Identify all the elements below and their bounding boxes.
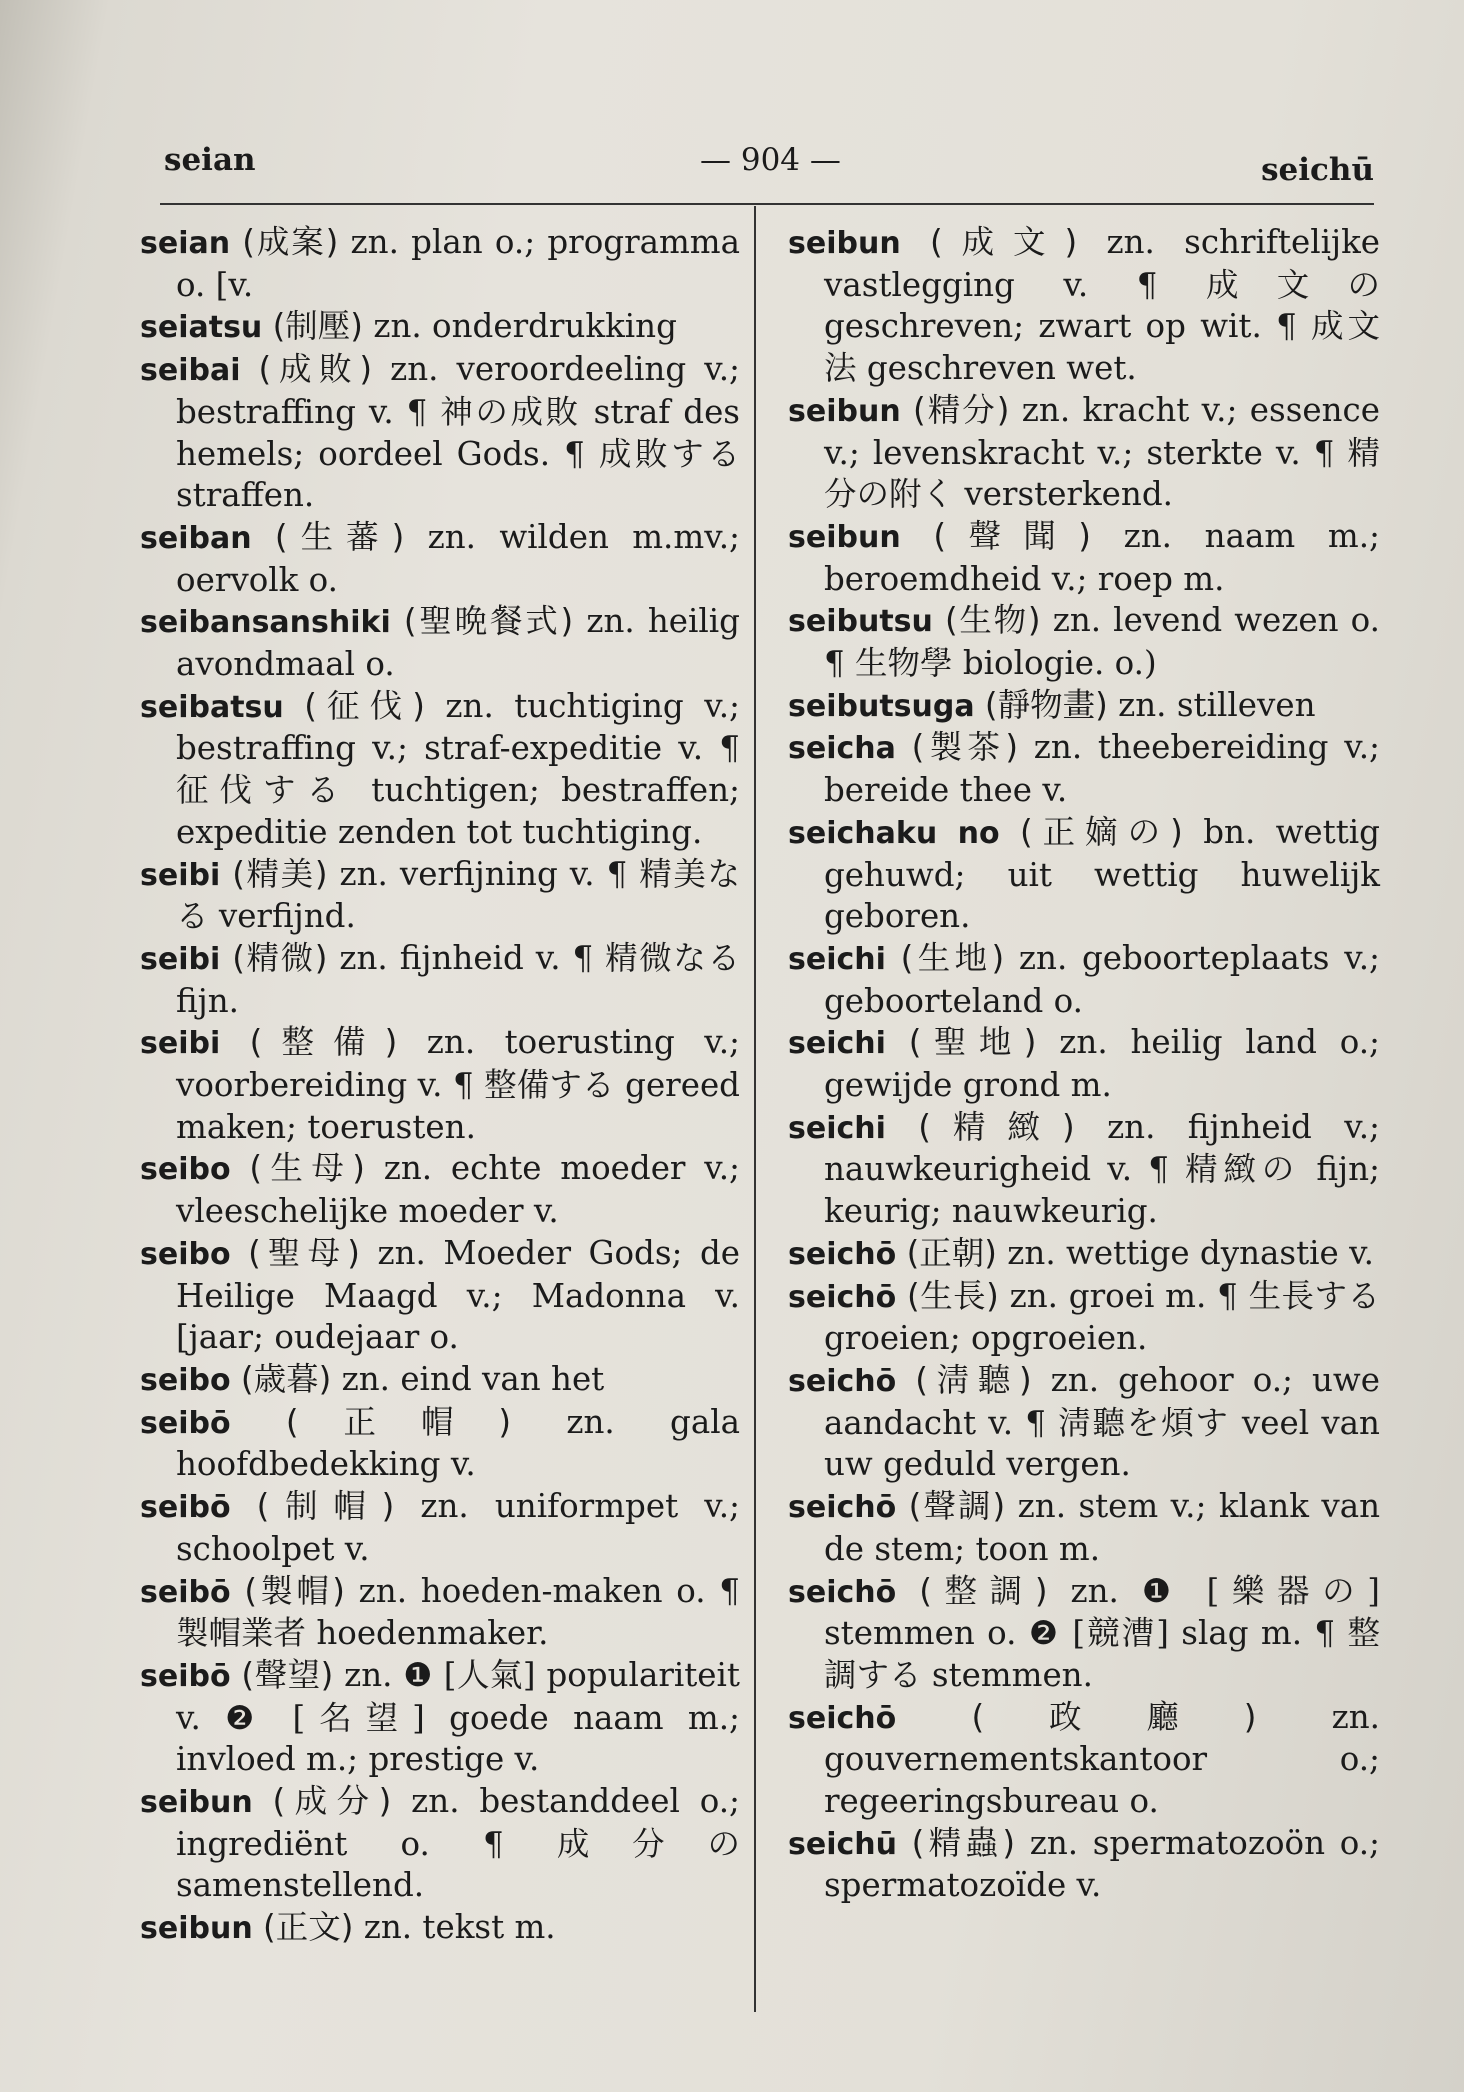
entry-headword: seichō (788, 1574, 897, 1610)
entry-definition: zn. fijnheid v. ¶ 精微なる fijn. (176, 938, 740, 1020)
entry-kanji: (征伐) (283, 686, 446, 725)
entry-kanji: (聖地) (885, 1023, 1060, 1062)
entry-definition: zn. naam m.; beroemdheid v.; roep m. (824, 516, 1380, 598)
dictionary-entry (788, 1823, 1380, 1907)
entry-definition: zn. fijnheid v.; nauwkeurigheid v. ¶ 精緻の fijn; keurig; nauwkeurig. (824, 1107, 1380, 1231)
entry-kanji: (制壓) (262, 307, 374, 346)
entry-headword: seicha (788, 731, 896, 767)
entry-kanji: (生母) (230, 1149, 384, 1188)
entry-kanji: (淸聽) (896, 1360, 1051, 1399)
entry-headword: seibi (140, 1026, 221, 1062)
entry-definition: zn. stilleven (1118, 685, 1316, 724)
dictionary-entry (788, 1107, 1380, 1233)
dictionary-entry (140, 1148, 740, 1232)
dictionary-entry (788, 390, 1380, 516)
entry-kanji: (聖母) (230, 1233, 378, 1272)
entry-kanji: (聖晩餐式) (390, 602, 587, 641)
entry-kanji: (製帽) (230, 1571, 359, 1610)
entry-definition: zn. hoeden-maken o. ¶ 製帽業者 hoedenmaker. (176, 1571, 740, 1653)
entry-headword: seichaku no (788, 815, 1000, 851)
entry-kanji: (精緻) (885, 1107, 1108, 1146)
entry-headword: seian (140, 226, 231, 261)
entry-headword: seichō (788, 1236, 897, 1272)
dictionary-entry (788, 685, 1380, 728)
entry-kanji: (生蕃) (251, 517, 428, 556)
entry-kanji: (正朝) (896, 1233, 1008, 1272)
entry-kanji: (靜物畫) (974, 685, 1119, 724)
entry-headword: seichō (788, 1279, 897, 1315)
header-first-word: seian (164, 142, 256, 178)
dictionary-entry (788, 222, 1380, 390)
entry-kanji: (政廳) (896, 1697, 1332, 1736)
dictionary-entry (140, 1359, 740, 1402)
header-last-word: seichū (1261, 152, 1374, 188)
entry-kanji: (精蟲) (896, 1823, 1030, 1862)
entry-definition: zn. gala hoofdbedekking v. (176, 1402, 740, 1484)
entry-kanji: (精美) (220, 854, 340, 893)
page-header (160, 138, 1374, 188)
entry-headword: seibi (140, 941, 221, 977)
dictionary-entry (140, 1655, 740, 1781)
entry-kanji: (精微) (220, 938, 340, 977)
entry-definition: zn. tekst m. (363, 1908, 556, 1947)
dictionary-entry (788, 516, 1380, 600)
entry-headword: seichō (788, 1700, 897, 1736)
entry-definition: zn. verfijning v. ¶ 精美なる verfijnd. (176, 854, 740, 936)
dictionary-entry (788, 1571, 1380, 1697)
entry-definition: zn. bestanddeel o.; ingrediënt o. ¶ 成分の samenstellend. (176, 1782, 740, 1905)
dictionary-entry (140, 854, 740, 938)
dictionary-entry (788, 1697, 1380, 1823)
entry-kanji: (歳暮) (230, 1359, 342, 1398)
entry-kanji: (正文) (252, 1908, 364, 1947)
dictionary-entry (788, 812, 1380, 938)
entry-definition: zn. veroordeeling v.; bestraffing v. ¶ 神の成敗 straf des hemels; oordeel Gods. ¶ 成敗する straffen. (176, 350, 740, 515)
dictionary-entry (140, 1022, 740, 1148)
entry-definition: zn. Moeder Gods; de Heilige Maagd v.; Madonna v. [jaar; oudejaar o. (176, 1233, 740, 1357)
dictionary-entry (140, 1781, 740, 1907)
entry-headword: seibō (140, 1574, 231, 1610)
entry-headword: seibatsu (140, 689, 284, 725)
entry-definition: zn. gouvernementskantoor o.; regeeringsbureau o. (824, 1697, 1380, 1821)
dictionary-entry (140, 222, 740, 306)
dictionary-entry (788, 1486, 1380, 1570)
entry-definition: zn. heilig land o.; gewijde grond m. (824, 1023, 1380, 1105)
dictionary-entry (788, 1233, 1380, 1276)
dictionary-entry (140, 349, 740, 517)
entry-headword: seibo (140, 1152, 231, 1188)
entry-definition: zn. plan o.; programma o. [v. (176, 223, 740, 304)
dictionary-entry (788, 1360, 1380, 1486)
entry-headword: seibun (140, 1911, 253, 1947)
entry-kanji: (正嫡の) (999, 812, 1204, 851)
entry-headword: seibō (140, 1490, 231, 1526)
entry-kanji: (精分) (900, 390, 1022, 429)
column-divider (754, 206, 756, 2012)
entry-definition: zn. groei m. ¶ 生長する groeien; opgroeien. (824, 1276, 1380, 1358)
entry-kanji: (製茶) (895, 728, 1034, 767)
entry-headword: seibun (788, 393, 901, 429)
entry-headword: seichi (788, 941, 886, 977)
entry-definition: zn. wilden m.mv.; oervolk o. (176, 517, 740, 599)
entry-definition: zn. wettige dynastie v. (1007, 1233, 1374, 1272)
dictionary-entry (788, 1276, 1380, 1360)
entry-headword: seibo (140, 1362, 231, 1398)
entry-headword: seibō (140, 1658, 231, 1694)
dictionary-entry (140, 938, 740, 1022)
entry-definition: zn. echte moeder v.; vleeschelijke moeder v. (176, 1149, 740, 1231)
entry-kanji: (正帽) (230, 1402, 567, 1441)
entry-definition: zn. gehoor o.; uwe aandacht v. ¶ 淸聽を煩す veel van uw geduld vergen. (824, 1360, 1380, 1484)
dictionary-entry (140, 601, 740, 685)
entry-kanji: (聲聞) (900, 516, 1124, 555)
entry-headword: seiban (140, 520, 252, 556)
right-column (788, 222, 1380, 1907)
dictionary-entry (140, 686, 740, 854)
dictionary-entry (140, 1486, 740, 1570)
entry-definition: zn. ❶ [人氣] populariteit v. ❷ [名望] goede naam m.; invloed m.; prestige v. (176, 1655, 740, 1779)
entry-kanji: (聲望) (230, 1655, 345, 1694)
entry-definition: bn. wettig gehuwd; uit wettig huwelijk geboren. (824, 812, 1380, 936)
header-rule (160, 203, 1374, 205)
page-number: — 904 — (700, 142, 841, 178)
entry-definition: zn. theebereiding v.; bereide thee v. (824, 728, 1380, 810)
entry-headword: seiatsu (140, 310, 263, 346)
entry-definition: zn. stem v.; klank van de stem; toon m. (824, 1487, 1380, 1568)
entry-definition: zn. kracht v.; essence v.; levenskracht v.; sterkte v. ¶ 精分の附く versterkend. (824, 390, 1380, 514)
entry-kanji: (生地) (885, 938, 1019, 977)
dictionary-entry (140, 1571, 740, 1655)
entry-kanji: (整調) (896, 1571, 1071, 1610)
entry-headword: seichi (788, 1110, 886, 1146)
entry-headword: seibun (788, 519, 901, 555)
dictionary-entry (140, 517, 740, 601)
entry-kanji: (生物) (932, 601, 1053, 640)
dictionary-entry (140, 1907, 740, 1950)
entry-definition: zn. onderdrukking (373, 307, 677, 346)
entry-kanji: (整備) (220, 1023, 427, 1062)
left-column (140, 222, 740, 1950)
dictionary-entry (140, 1402, 740, 1486)
dictionary-entry (788, 938, 1380, 1022)
entry-headword: seibō (140, 1405, 231, 1441)
entry-headword: seibo (140, 1236, 231, 1272)
entry-kanji: (成分) (252, 1782, 412, 1821)
entry-kanji: (成文) (900, 223, 1107, 261)
entry-headword: seichū (788, 1826, 897, 1862)
entry-kanji: (生長) (896, 1276, 1010, 1315)
entry-definition: zn. ❶ [樂器の] stemmen o. ❷ [競漕] slag m. ¶ 整調する stemmen. (824, 1571, 1380, 1694)
entry-headword: seibansanshiki (140, 605, 391, 641)
entry-headword: seibutsuga (788, 688, 975, 724)
dictionary-entry (788, 727, 1380, 811)
entry-headword: seichō (788, 1363, 897, 1399)
dictionary-entry (788, 1022, 1380, 1106)
entry-definition: zn. toerusting v.; voorbereiding v. ¶ 整備する gereed maken; toerusten. (176, 1023, 740, 1146)
dictionary-entry (788, 600, 1380, 684)
dictionary-entry (140, 1233, 740, 1359)
entry-definition: zn. levend wezen o. ¶ 生物學 biologie. o.) (824, 601, 1380, 683)
entry-kanji: (聲調) (896, 1487, 1018, 1526)
entry-definition: zn. spermatozoön o.; spermatozoïde v. (824, 1823, 1380, 1905)
entry-definition: zn. uniformpet v.; schoolpet v. (176, 1487, 740, 1568)
entry-definition: zn. tuchtiging v.; bestraffing v.; straf-expeditie v. ¶ 征伐する tuchtigen; bestraffen; expeditie zenden tot tuchtiging. (176, 686, 740, 851)
entry-headword: seibi (140, 857, 221, 893)
entry-headword: seibutsu (788, 604, 933, 640)
entry-definition: zn. eind van het (341, 1359, 605, 1398)
entry-kanji: (成敗) (240, 350, 391, 389)
entry-kanji: (制帽) (230, 1487, 421, 1526)
entry-definition: zn. heilig avondmaal o. (176, 602, 740, 684)
entry-headword: seibai (140, 353, 241, 389)
entry-headword: seichi (788, 1026, 886, 1062)
entry-headword: seibun (140, 1785, 253, 1821)
entry-headword: seichō (788, 1490, 897, 1526)
entry-kanji: (成案) (230, 223, 351, 261)
entry-definition: zn. schriftelijke vastlegging v. ¶ 成文の geschreven; zwart op wit. ¶ 成文法 geschreven wet. (824, 223, 1380, 388)
entry-headword: seibun (788, 226, 901, 261)
entry-definition: zn. geboorteplaats v.; geboorteland o. (824, 938, 1380, 1020)
dictionary-entry (140, 306, 740, 349)
